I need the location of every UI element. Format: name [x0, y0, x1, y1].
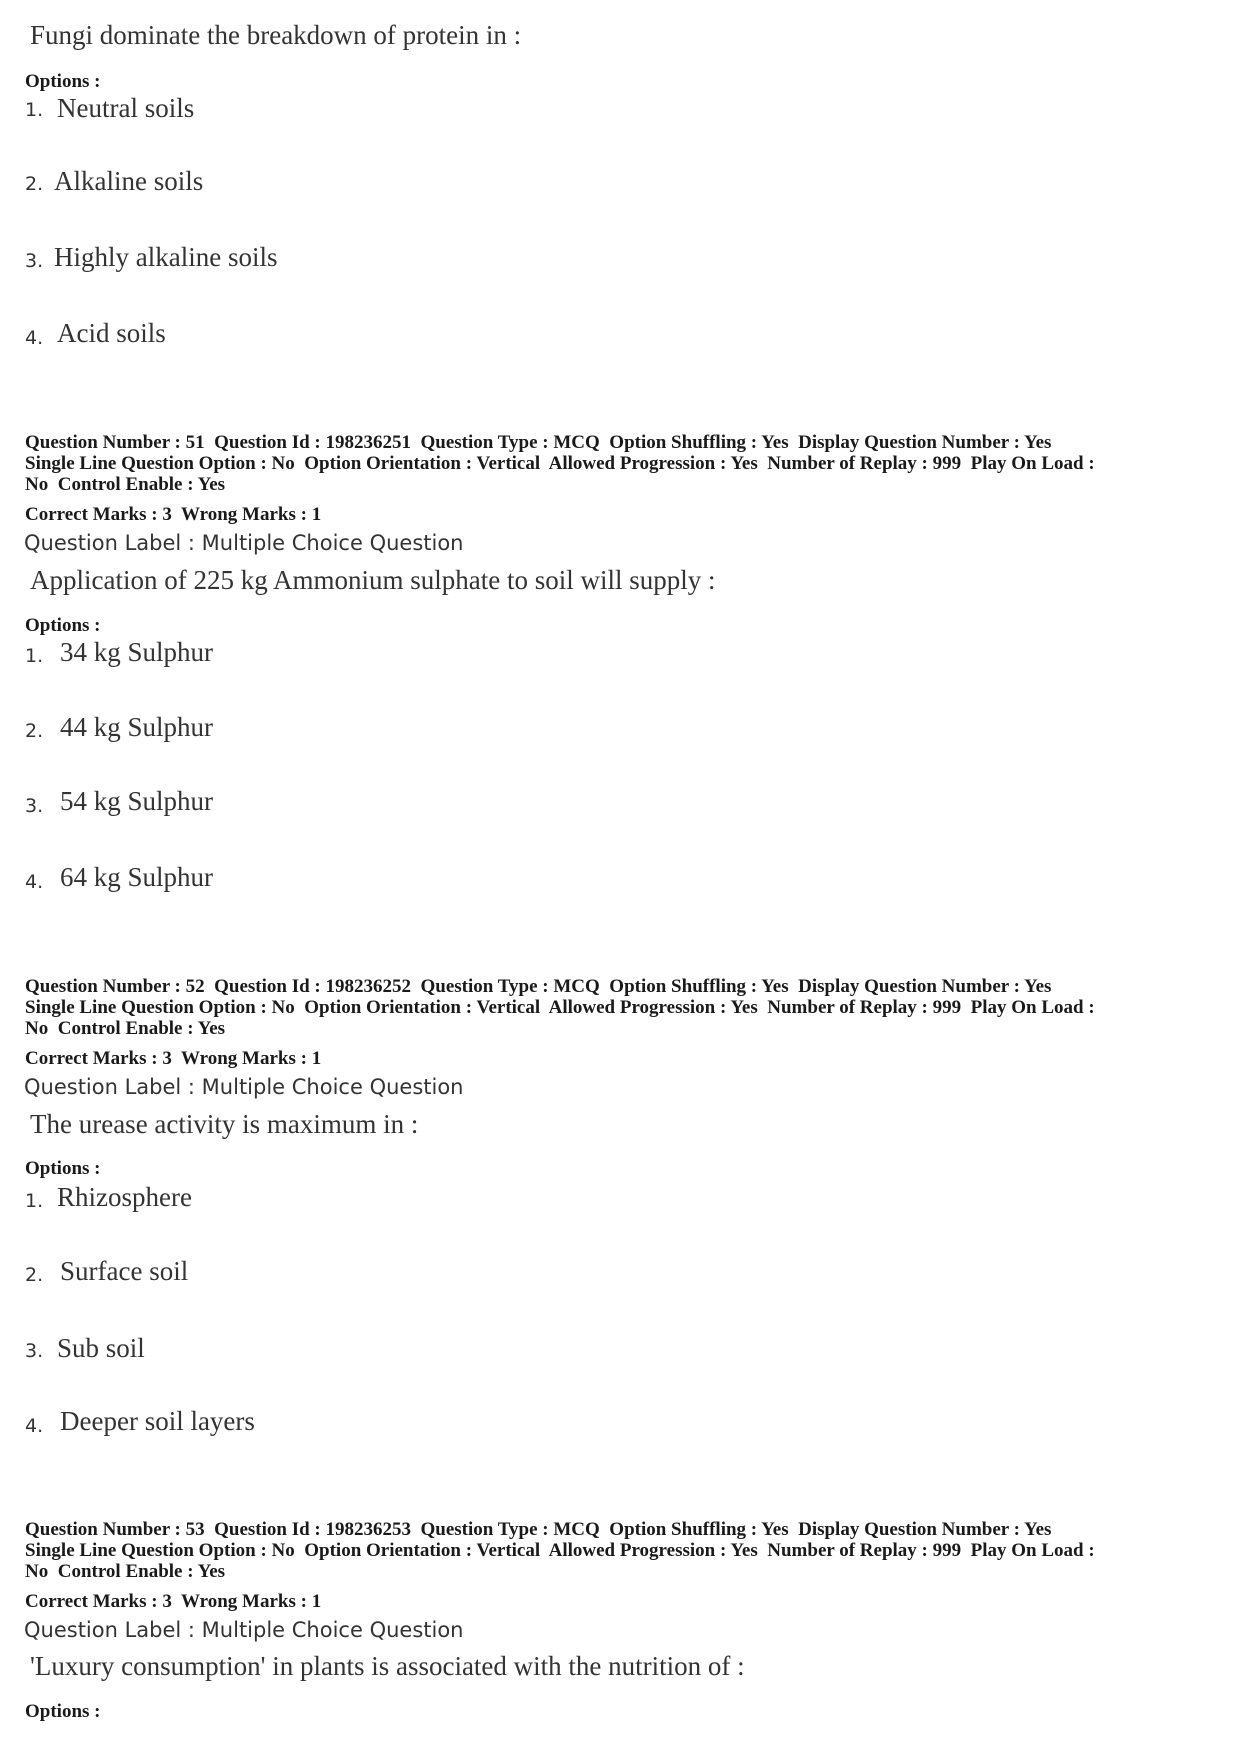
q50-option-2-number: 2.	[25, 173, 44, 195]
question-52-options-label: Options :	[25, 1158, 101, 1179]
question-53-text: 'Luxury consumption' in plants is associated with the nutrition of :	[30, 1651, 745, 1681]
question-51-text: Application of 225 kg Ammonium sulphate to soil will supply :	[30, 565, 716, 595]
q52-option-4-text: Deeper soil layers	[60, 1406, 255, 1436]
question-52-text: The urease activity is maximum in :	[30, 1109, 419, 1139]
question-50-text: Fungi dominate the breakdown of protein in :	[30, 20, 522, 50]
q50-option-1-text: Neutral soils	[57, 93, 195, 123]
q51-option-1-text: 34 kg Sulphur	[60, 637, 214, 667]
q51-option-1-number: 1.	[25, 645, 44, 667]
q52-option-3-text: Sub soil	[57, 1333, 145, 1363]
question-51-label: Question Label : Multiple Choice Question	[24, 531, 464, 555]
q50-option-4-number: 4.	[25, 327, 44, 349]
q50-option-4-text: Acid soils	[57, 318, 166, 348]
question-52-meta: Question Number : 52 Question Id : 198236252 Question Type : MCQ Option Shuffling : Yes Display Question Number : Yes Single Line Question Option : No Option Orientation : Vertical Allowed Progression : Yes Number of Replay : 999 Play On Load : No Control Enable : Yes	[25, 976, 1095, 1039]
q50-option-3-number: 3.	[25, 250, 44, 272]
q52-option-1-number: 1.	[25, 1190, 44, 1212]
q52-option-4-number: 4.	[25, 1415, 44, 1437]
q50-option-3-text: Highly alkaline soils	[54, 242, 278, 272]
q50-option-1-number: 1.	[25, 99, 44, 121]
q51-option-3-number: 3.	[25, 795, 44, 817]
question-51-meta: Question Number : 51 Question Id : 198236251 Question Type : MCQ Option Shuffling : Yes Display Question Number : Yes Single Line Question Option : No Option Orientation : Vertical Allowed Progression : Yes Number of Replay : 999 Play On Load : No Control Enable : Yes	[25, 432, 1095, 495]
q52-option-3-number: 3.	[25, 1340, 44, 1362]
q51-option-2-number: 2.	[25, 720, 44, 742]
question-51-options-label: Options :	[25, 615, 101, 636]
q51-option-3-text: 54 kg Sulphur	[60, 786, 214, 816]
q52-option-2-text: Surface soil	[60, 1256, 189, 1286]
q50-option-2-text: Alkaline soils	[54, 166, 204, 196]
question-53-options-label: Options :	[25, 1701, 101, 1722]
q52-option-2-number: 2.	[25, 1264, 44, 1286]
q51-option-2-text: 44 kg Sulphur	[60, 712, 214, 742]
q51-option-4-text: 64 kg Sulphur	[60, 862, 214, 892]
question-53-label: Question Label : Multiple Choice Question	[24, 1618, 464, 1642]
question-51-marks: Correct Marks : 3 Wrong Marks : 1	[25, 504, 322, 525]
question-52-marks: Correct Marks : 3 Wrong Marks : 1	[25, 1048, 322, 1069]
question-52-label: Question Label : Multiple Choice Question	[24, 1075, 464, 1099]
q51-option-4-number: 4.	[25, 871, 44, 893]
question-50-options-label: Options :	[25, 71, 101, 92]
q52-option-1-text: Rhizosphere	[57, 1182, 192, 1212]
question-53-meta: Question Number : 53 Question Id : 198236253 Question Type : MCQ Option Shuffling : Yes Display Question Number : Yes Single Line Question Option : No Option Orientation : Vertical Allowed Progression : Yes Number of Replay : 999 Play On Load : No Control Enable : Yes	[25, 1519, 1095, 1582]
question-53-marks: Correct Marks : 3 Wrong Marks : 1	[25, 1591, 322, 1612]
